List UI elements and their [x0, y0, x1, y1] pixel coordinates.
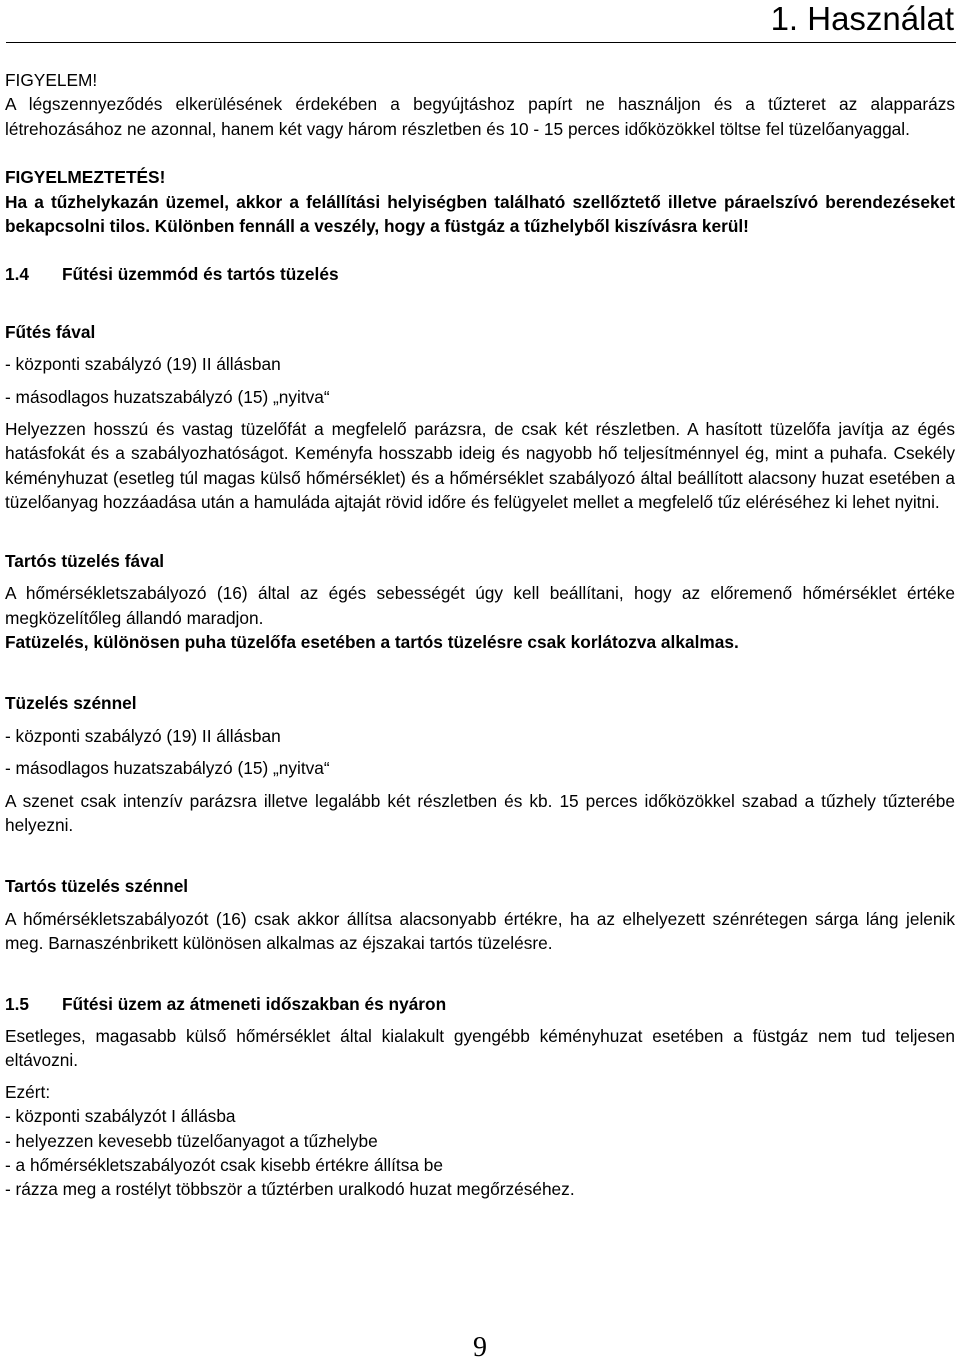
section-1-5-paragraph: Esetleges, magasabb külső hőmérséklet által kialakult gyengébb kéményhuzat esetében a füstgáz nem tud teljesen eltávozni.: [5, 1025, 955, 1071]
subsection-heading-coal-long: Tartós tüzelés szénnel: [5, 876, 189, 897]
page-content: [5, 68, 955, 1202]
list-item: - a hőmérsékletszabályozót csak kisebb értékre állítsa be: [5, 1155, 443, 1175]
spacer: [5, 141, 955, 165]
warning-text: A légszennyeződés elkerülésének érdekében a begyújtáshoz papírt ne használjon és a tűzteret az alapparázs létrehozásához ne azonnal, hanem két vagy három részletben és 10 - 15 perces időközökkel töltse fel tüzelőanyaggal.: [5, 94, 955, 139]
chapter-title: 1. Használat: [770, 0, 954, 37]
section-title: Fűtési üzem az átmeneti időszakban és nyáron: [62, 993, 447, 1014]
spacer: [5, 956, 955, 980]
header-rule: [6, 42, 956, 43]
coal-paragraph: A szenet csak intenzív parázsra illetve legalább két részletben és kb. 15 perces időközökkel szabad a tűzhely tűzterébe helyezni.: [5, 790, 955, 835]
warning-label: FIGYELEM!: [5, 70, 98, 90]
list-item: - helyezzen kevesebb tüzelőanyagot a tűzhelybe: [5, 1130, 378, 1151]
list-item: - rázza meg a rostélyt többször a tűztérben uralkodó huzat megőrzéséhez.: [5, 1179, 575, 1200]
wood-paragraph: Helyezzen hosszú és vastag tüzelőfát a megfelelő parázsra, de csak két részletben. A hasított tüzelőfa javítja az égés hatásfokát és a szabályozhatóságot. Keményfa hosszabb ideig és nagyobb hő teljesítménnyel ég, mint a puhafa. Csekély kéményhuzat (esetleg túl magas külső hőmérséklet) és a hőmérséklet szabályozó által beállított alacsony huzat esetében a tüzelőanyag hozzáadása után a hamuláda ajtaját rövid időre és felügyelet mellet a megfelelő tűz eléréséhez ki lehet nyitni.: [5, 419, 955, 513]
wood-setting-1: - központi szabályzó (19) II állásban: [5, 354, 281, 375]
section-heading-1-5: [5, 992, 955, 1016]
subsection-heading-wood: Fűtés fával: [5, 321, 96, 342]
section-heading-1-4: [5, 262, 955, 286]
section-title: Fűtési üzemmód és tartós tüzelés: [62, 264, 339, 285]
subsection-heading-wood-long: Tartós tüzelés fával: [5, 550, 165, 571]
wood-long-paragraph: A hőmérsékletszabályozó (16) által az égés sebességét úgy kell beállítani, hogy az előremenő hőmérséklet értéke megközelítőleg állandó maradjon.: [5, 583, 955, 628]
subsection-heading-coal: Tüzelés szénnel: [5, 693, 137, 714]
caution-label: FIGYELMEZTETÉS!: [5, 167, 166, 188]
therefore-label: Ezért:: [5, 1081, 51, 1102]
spacer: [5, 287, 955, 311]
wood-long-note: Fatüzelés, különösen puha tüzelőfa esetében a tartós tüzelésre csak korlátozva alkalmas.: [5, 631, 739, 652]
page-number: 9: [473, 1332, 487, 1363]
spacer: [5, 654, 955, 678]
coal-long-paragraph: A hőmérsékletszabályozót (16) csak akkor állítsa alacsonyabb értékre, ha az elhelyezett szénrétegen sárga láng jelenik meg. Barnaszénbrikett különösen alkalmas az éjszakai tartós tüzelésre.: [5, 908, 955, 954]
spacer: [5, 837, 955, 861]
section-number: 1.5: [5, 993, 30, 1014]
spacer: [5, 238, 955, 262]
coal-setting-1: - központi szabályzó (19) II állásban: [5, 725, 281, 746]
coal-setting-2: - másodlagos huzatszabályzó (15) „nyitva“: [5, 758, 330, 779]
section-number: 1.4: [5, 264, 30, 285]
wood-setting-2: - másodlagos huzatszabályzó (15) „nyitva“: [5, 386, 330, 407]
list-item: - központi szabályzót I állásba: [5, 1106, 236, 1127]
caution-text: Ha a tűzhelykazán üzemel, akkor a felállítási helyiségben található szellőztető illetve páraelszívó berendezéseket bekapcsolni tilos. Különben fennáll a veszély, hogy a füstgáz a tűzhelyből kiszívásra kerül!: [5, 191, 955, 237]
spacer: [5, 515, 955, 539]
